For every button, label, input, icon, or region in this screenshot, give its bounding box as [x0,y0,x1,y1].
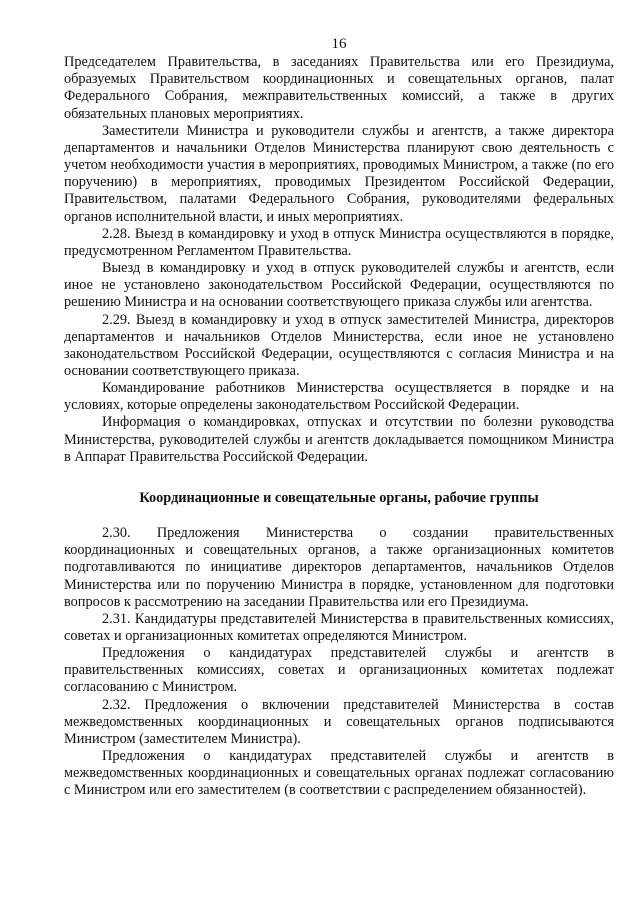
paragraph-candidates-commissions: Предложения о кандидатурах представителей службы и агентств в правительственных комиссиях, советах и организационных комитетах подлежат согласованию с Министром. [64,645,614,696]
paragraph-continuation: Председателем Правительства, в заседаниях Правительства или его Президиума, образуемых Правительством координационных и совещательных органов, палат Федерального Собрания, межправительственных комиссий, а также в других обязательных плановых мероприятиях. [64,54,614,122]
paragraph-2-31: 2.31. Кандидатуры представителей Министерства в правительственных комиссиях, советах и организационных комитетах определяются Министром. [64,610,614,644]
paragraph-agency-heads-trip: Выезд в командировку и уход в отпуск руководителей службы и агентств, если иное не установлено законодательством Российской Федерации, осуществляются по решению Министра и на основании соответствующего приказа службы или агентства. [64,260,614,311]
paragraph-2-30: 2.30. Предложения Министерства о создании правительственных координационных и совещательных органов, а также организационных комитетов подготавливаются по инициативе директоров департаментов, начальников Отделов Министерства или по поручению Министра в порядке, установленном для подготовки вопросов к рассмотрению на заседании Правительства или его Президиума. [64,525,614,610]
paragraph-candidates-interagency: Предложения о кандидатурах представителей службы и агентств в межведомственных координационных и совещательных органах подлежат согласованию с Министром или его заместителем (в соответствии с распределением обязанностей). [64,748,614,799]
paragraph-2-29: 2.29. Выезд в командировку и уход в отпуск заместителей Министра, директоров департаментов и начальников Отделов Министерства, если иное не установлено законодательством Российской Федерации, осуществляются с согласия Министра и на основании соответствующего приказа. [64,311,614,379]
paragraph-deputies-planning: Заместители Министра и руководители службы и агентств, а также директора департаментов и начальники Отделов Министерства планируют свою деятельность с учетом необходимости участия в мероприятиях, проводимых Министром, а также (по его поручению) в мероприятиях, проводимых Президентом Российской Федерации, Правительством, палатами Федерального Собрания, руководителями федеральных органов исполнительной власти, и иных мероприятиях. [64,122,614,225]
paragraph-2-28: 2.28. Выезд в командировку и уход в отпуск Министра осуществляются в порядке, предусмотренном Регламентом Правительства. [64,225,614,259]
paragraph-staff-secondment: Командирование работников Министерства осуществляется в порядке и на условиях, которые определены законодательством Российской Федерации. [64,380,614,414]
paragraph-2-32: 2.32. Предложения о включении представителей Министерства в состав межведомственных координационных и совещательных органов подписываются Министром (заместителем Министра). [64,696,614,747]
section-heading: Координационные и совещательные органы, рабочие группы [139,489,539,506]
paragraph-absence-info: Информация о командировках, отпусках и отсутствии по болезни руководства Министерства, руководителей службы и агентств докладывается помощником Министра в Аппарат Правительства Российской Федерации. [64,414,614,465]
page-number: 16 [331,36,347,52]
